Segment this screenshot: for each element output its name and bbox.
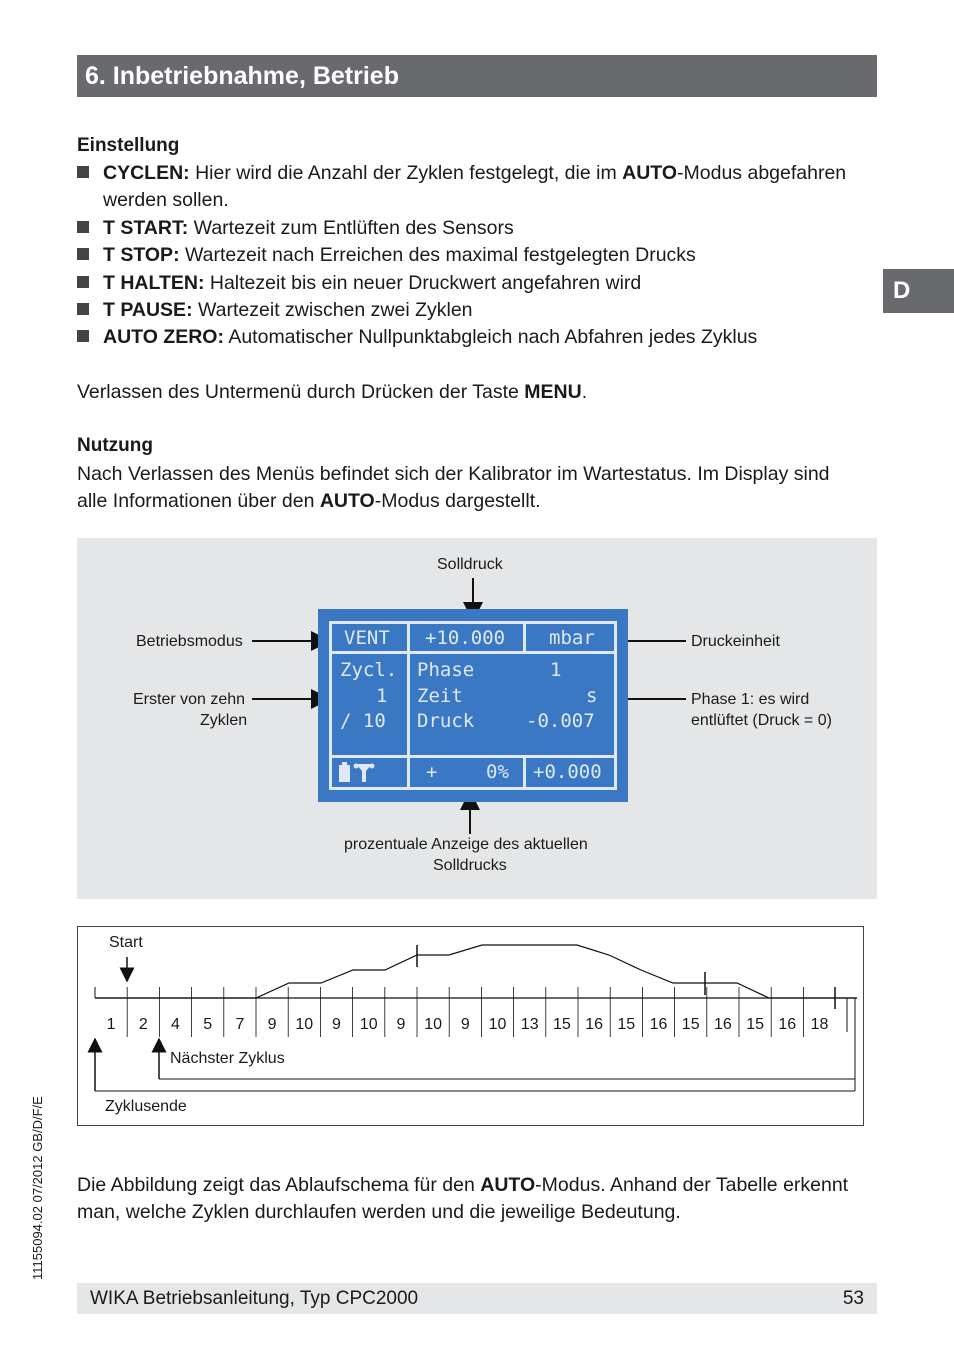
battery-valve-icon — [338, 760, 382, 784]
bullet-icon — [77, 303, 89, 315]
lcd-setpoint: +10.000 — [425, 627, 506, 649]
flow-label-start: Start — [109, 934, 143, 951]
flow-step-number: 7 — [235, 1016, 245, 1033]
flow-step-number: 9 — [460, 1016, 470, 1033]
text: Die Abbildung zeigt das Ablaufschema für den — [77, 1174, 481, 1196]
flow-step-number: 15 — [681, 1016, 700, 1033]
lcd-mode: VENT — [344, 627, 390, 649]
bullet-icon — [77, 330, 89, 342]
term: CYCLEN: — [103, 162, 190, 184]
flow-step-number: 10 — [295, 1016, 314, 1033]
flow-chart — [78, 927, 863, 1125]
bold-text: AUTO — [480, 1174, 536, 1196]
text: -Modus. Anhand der Tabelle erkennt — [535, 1174, 849, 1196]
flow-diagram — [77, 926, 864, 1126]
lcd-druck-value: -0.007 — [526, 710, 595, 732]
page-number: 53 — [842, 1288, 864, 1309]
term: T START: — [103, 217, 189, 239]
nutzung-line1: Nach Verlassen des Menüs befindet sich der Kalibrator im Wartestatus. Im Display sind — [77, 463, 830, 485]
flow-step-number: 10 — [424, 1016, 442, 1033]
lcd-phase-label: Phase — [417, 659, 475, 681]
flow-step-number: 2 — [138, 1016, 148, 1033]
flow-step-number: 10 — [488, 1016, 507, 1033]
document-code: 11155094.02 07/2012 GB/D/F/E — [30, 1096, 45, 1280]
label-phase1: Phase 1: es wird — [691, 691, 810, 708]
flow-step-number: 4 — [171, 1016, 180, 1033]
lcd-display — [318, 609, 628, 802]
flow-step-number: 15 — [617, 1016, 636, 1033]
text: Haltezeit bis ein neuer Druckwert angefahren wird — [204, 272, 642, 294]
bold-text: AUTO — [622, 162, 678, 184]
flow-step-number: 15 — [746, 1016, 764, 1033]
flow-label-naechster-zyklus: Nächster Zyklus — [170, 1050, 285, 1067]
text: Wartezeit nach Erreichen des maximal festgelegten Drucks — [179, 244, 696, 266]
lcd-percent: 0% — [486, 761, 509, 783]
list-item-cyclen — [77, 160, 846, 187]
lcd-druck-label: Druck — [417, 710, 475, 732]
term: T STOP: — [103, 244, 180, 266]
lcd-reading: +0.000 — [533, 761, 602, 783]
flow-step-number: 15 — [553, 1016, 571, 1033]
list-item-tpause — [77, 297, 473, 324]
language-tab — [883, 269, 954, 313]
label-solldruck: Solldruck — [437, 556, 503, 573]
list-item-autozero — [77, 324, 757, 351]
list-item-cyclen-cont: werden sollen. — [103, 189, 229, 211]
text: Automatischer Nullpunktabgleich nach Abfahren jedes Zyklus — [223, 326, 758, 348]
section-title: 6. Inbetriebnahme, Betrieb — [85, 62, 399, 90]
bold-text: AUTO — [319, 490, 375, 512]
label-druckeinheit: Druckeinheit — [691, 633, 780, 650]
label-solldrucks: Solldrucks — [433, 857, 507, 874]
text: Hier wird die Anzahl der Zyklen festgelegt, die im — [189, 162, 623, 184]
caption-line1 — [77, 1172, 848, 1199]
display-diagram — [77, 538, 877, 899]
lcd-plus: + — [426, 761, 438, 783]
lcd-phase-value: 1 — [550, 659, 562, 681]
term: T PAUSE: — [103, 299, 193, 321]
bullet-icon — [77, 221, 89, 233]
flow-step-number: 18 — [810, 1016, 829, 1033]
flow-step-number: 9 — [332, 1016, 341, 1033]
verlassen-text — [77, 379, 587, 406]
flow-step-number: 1 — [106, 1016, 116, 1033]
label-erster-von-zehn: Erster von zehn — [133, 691, 246, 708]
label-betriebsmodus: Betriebsmodus — [136, 633, 243, 650]
flow-step-number: 16 — [585, 1016, 603, 1033]
footer-title: WIKA Betriebsanleitung, Typ CPC2000 — [90, 1288, 419, 1309]
term: T HALTEN: — [103, 272, 205, 294]
bullet-icon — [77, 248, 89, 260]
flow-step-number: 9 — [267, 1016, 277, 1033]
flow-step-number: 16 — [714, 1016, 732, 1033]
text: Wartezeit zum Entlüften des Sensors — [188, 217, 514, 239]
language-tab-label: D — [893, 277, 911, 304]
label-entlueftet: entlüftet (Druck = 0) — [691, 712, 832, 729]
flow-step-number: 5 — [203, 1016, 213, 1033]
einstellung-heading: Einstellung — [77, 135, 180, 156]
bold-text: MENU — [524, 381, 582, 403]
text: -Modus dargestellt. — [374, 490, 541, 512]
text: -Modus abgefahren — [677, 162, 847, 184]
caption-line2: man, welche Zyklen durchlaufen werden und die jeweilige Bedeutung. — [77, 1201, 681, 1223]
text: Wartezeit zwischen zwei Zyklen — [192, 299, 473, 321]
lcd-cycle-no: 1 — [376, 685, 388, 707]
list-item-tstop — [77, 242, 696, 269]
lcd-unit: mbar — [549, 627, 595, 649]
lcd-cycle-total: / 10 — [340, 710, 386, 732]
lcd-zycl: Zycl. — [340, 659, 398, 681]
section-header — [77, 55, 877, 97]
bullet-icon — [77, 166, 89, 178]
flow-step-number: 13 — [520, 1016, 539, 1033]
flow-step-number: 10 — [359, 1016, 378, 1033]
term: AUTO ZERO: — [103, 326, 224, 348]
bullet-icon — [77, 276, 89, 288]
flow-label-zyklusende: Zyklusende — [105, 1098, 187, 1115]
label-zyklen: Zyklen — [200, 712, 248, 729]
nutzung-line2 — [77, 488, 541, 515]
text: alle Informationen über den — [77, 490, 320, 512]
text: . — [581, 381, 588, 403]
label-prozentuale: prozentuale Anzeige des aktuellen — [344, 836, 588, 853]
flow-step-number: 9 — [396, 1016, 406, 1033]
lcd-zeit-label: Zeit — [417, 685, 463, 707]
text: Verlassen des Untermenü durch Drücken der Taste — [77, 381, 525, 403]
list-item-thalten — [77, 270, 641, 297]
lcd-zeit-value: s — [586, 685, 598, 707]
flow-step-number: 16 — [649, 1016, 668, 1033]
list-item-tstart — [77, 215, 514, 242]
flow-step-number: 16 — [778, 1016, 797, 1033]
nutzung-heading: Nutzung — [77, 435, 153, 456]
page-footer — [77, 1283, 877, 1314]
